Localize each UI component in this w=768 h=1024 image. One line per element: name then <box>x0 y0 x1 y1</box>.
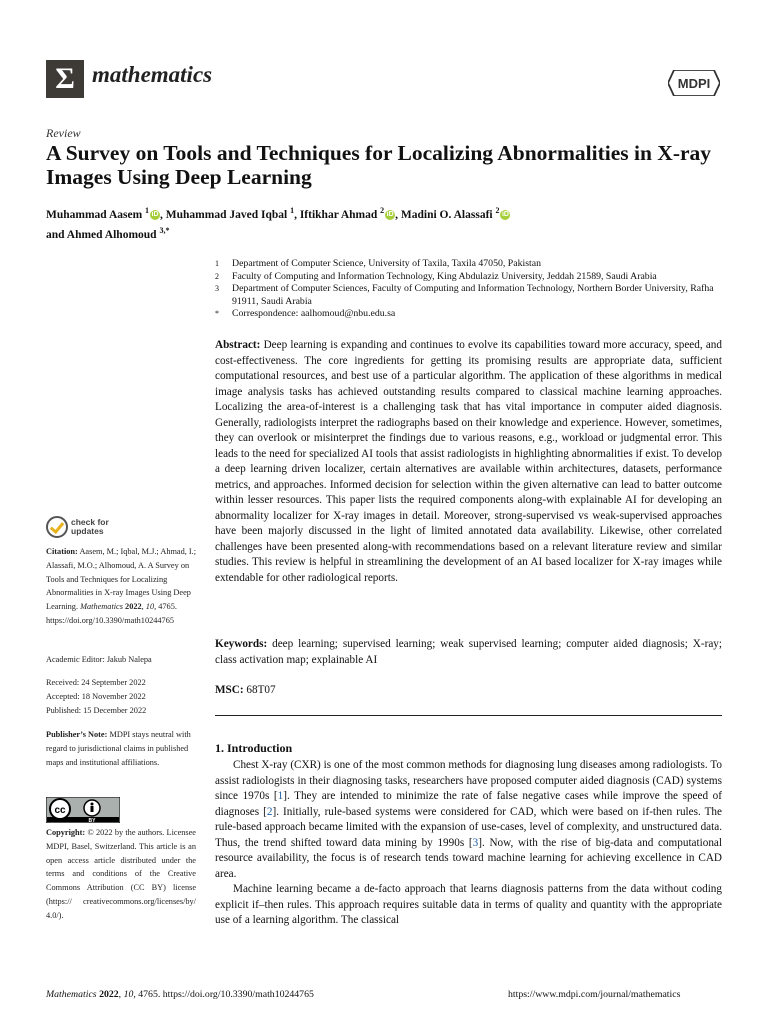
author-name: Muhammad Aasem <box>46 208 146 221</box>
intro-paragraph-1 <box>215 758 722 882</box>
reference-link[interactable]: 3 <box>472 836 479 849</box>
affiliation-item <box>215 283 725 308</box>
cc-by-license-icon[interactable] <box>46 797 120 823</box>
publisher-note <box>46 728 206 769</box>
check-updates-label: check for updates <box>71 517 109 536</box>
author-affiliation-mark: 2 <box>380 206 385 215</box>
affiliation-text: Faculty of Computing and Information Technology, King Abdulaziz University, Jeddah 21589, Saudi Arabia <box>232 270 657 282</box>
affiliation-text: Department of Computer Sciences, Faculty of Computing and Information Technology, Northern Border University, Rafha 91911, Saudi Arabia <box>232 283 714 307</box>
affiliation-text: Correspondence: aalhomoud@nbu.edu.sa <box>232 308 396 319</box>
msc-label: MSC: <box>215 684 244 696</box>
msc <box>215 683 722 699</box>
copyright-label: Copyright: <box>46 828 86 837</box>
accepted-date: Accepted: 18 November 2022 <box>46 691 146 701</box>
reference-link[interactable]: 1 <box>277 790 284 802</box>
svg-text:cc: cc <box>54 805 66 816</box>
svg-text:MDPI: MDPI <box>677 76 711 91</box>
citation-doi[interactable]: , 4765. https://doi.org/10.3390/math10244765 <box>46 602 177 625</box>
footer-volume: 10 <box>123 989 134 1000</box>
author-name: Madini O. Alassafi <box>400 208 496 221</box>
footer-citation: Mathematics 2022, 10, 4765. https://doi.org/10.3390/math10244765 <box>46 989 314 1000</box>
affiliations <box>215 258 725 321</box>
affiliation-mark: 2 <box>215 271 219 281</box>
affiliation-item <box>215 271 725 284</box>
footer-doi[interactable]: , 4765. https://doi.org/10.3390/math10244765 <box>133 989 314 1000</box>
author-affiliation-mark: 3,* <box>159 225 170 235</box>
section-divider <box>215 715 722 716</box>
copyright-notice <box>46 826 196 923</box>
journal-logo-icon: Σ <box>46 60 84 98</box>
mdpi-logo-icon[interactable] <box>668 70 720 96</box>
reference-link[interactable]: 2 <box>266 805 273 818</box>
introduction-body <box>215 758 722 929</box>
affiliation-item <box>215 258 725 271</box>
abstract-label: Abstract: <box>215 339 261 351</box>
citation-journal: Mathematics <box>80 602 123 612</box>
intro-paragraph-2: Machine learning became a de-facto approach that learns diagnosis patterns from the data without coding explicit if–then rules. This approach requires suitable data in terms of quality and quantity with the appropriate use of a learning algorithm. The classical <box>215 883 722 926</box>
citation: Citation: Aasem, M.; Iqbal, M.J.; Ahmad, I.; Alassafi, M.O.; Alhomoud, A. A Survey on Tools and Techniques for Localizing Abnormalities in X-ray Images Using Deep Learning. Mathematics 2022, 10, 4765. https://doi.org/10.3390/math10244765 <box>46 547 197 625</box>
author-name: Muhammad Javed Iqbal <box>165 208 291 221</box>
affiliation-item <box>215 308 725 321</box>
publication-dates <box>46 676 206 717</box>
affiliation-text: Department of Computer Science, University of Taxila, Taxila 47050, Pakistan <box>232 258 541 269</box>
author-name: and Ahmed Alhomoud <box>46 228 160 241</box>
publisher-note-text: MDPI stays neutral with regard to jurisdictional claims in published maps and institutional affiliations. <box>46 730 191 767</box>
footer-journal: Mathematics <box>46 989 97 1000</box>
orcid-icon[interactable]: iD <box>501 211 509 219</box>
citation-label: Citation: <box>46 547 78 556</box>
check-for-updates-button[interactable] <box>46 516 156 542</box>
received-date: Received: 24 September 2022 <box>46 678 146 687</box>
academic-editor: Academic Editor: Jakub Nalepa <box>46 655 152 664</box>
abstract <box>215 338 722 586</box>
keywords-label: Keywords: <box>215 638 268 650</box>
published-date: Published: 15 December 2022 <box>46 705 147 715</box>
journal-name[interactable]: mathematics <box>92 62 213 87</box>
intro-text: ]. They are intended to minimize the rate of false negative cases while improve the speed of diagnoses [ <box>215 790 722 818</box>
article-title: A Survey on Tools and Techniques for Localizing Abnormalities in X-ray Images Using Deep Learning <box>46 141 712 189</box>
publisher-note-label: Publisher’s Note: <box>46 730 108 739</box>
article-type: Review <box>46 126 81 140</box>
citation-volume: 10 <box>145 602 155 612</box>
citation-text: Aasem, M.; Iqbal, M.J.; Ahmad, I.; Alassafi, M.O.; Alhomoud, A. A Survey on Tools and Techniques for Localizing Abnormalities in X-ray Images Using Deep Learning. <box>46 547 197 612</box>
author-affiliation-mark: 1 <box>145 206 150 215</box>
author-affiliation-mark: 2 <box>495 206 500 215</box>
affiliation-mark: * <box>215 309 219 318</box>
keywords-text: deep learning; supervised learning; weak supervised learning; computer aided diagnosis; X-ray; class activation map; explainable AI <box>215 638 722 666</box>
intro-text: ]. Initially, rule-based systems were considered for CAD, which were based on if-then rules. The rule-based approach became limited with the expansion of use-cases, level of complexity, and unstructured data. Thus, the trend shifted toward data mining by 1990s [ <box>215 805 722 849</box>
affiliation-mark: 3 <box>215 284 219 293</box>
citation-year: 2022 <box>125 602 142 612</box>
author-name: Iftikhar Ahmad <box>299 208 381 221</box>
footer-url[interactable]: https://www.mdpi.com/journal/mathematics <box>508 989 681 1000</box>
affiliation-mark: 1 <box>215 259 219 268</box>
svg-text:BY: BY <box>88 818 96 823</box>
section-heading: 1. Introduction <box>215 741 293 755</box>
msc-text: 68T07 <box>246 684 276 696</box>
intro-text: ]. Now, with the rise of big-data and computational resource availability, the focus is of research tends toward machine learning for achieving excellence in CAD area. <box>215 836 722 880</box>
author-list: Muhammad Aasem $^1$ iD , Muhammad Javed Iqbal $^1$, Iftikhar Ahmad $^2$ iD , Madini O. Alassafi $^2$ iD and Ahmed Alhomoud $^{3,*}$ <box>46 206 509 241</box>
checkmark-icon <box>46 516 68 538</box>
abstract-text: Deep learning is expanding and continues to evolve its capabilities toward more accuracy, speed, and cost-effectiveness. The core ingredients for getting its promising results are appropriate data, sufficient computational resources, and best use of a particular algorithm. The application of these algorithms in medical image analysis tasks has achieved outstanding results compared to classical machine learning approaches. Localizing the area-of-interest is a challenging task that has vital importance in computer aided diagnosis. Generally, radiologists interpret the radiographs based on their knowledge and experience. However, sometimes, they can overlook or misinterpret the findings due to various reasons, e.g., workload or judgmental error. This leads to the need for specialized AI tools that assist radiologists in highlighting abnormalities if exist. To develop a deep learning driven localizer, certain alternatives are available within architectures, datasets, performance metrics, and approaches. Informed decision for selection within the given alternative can lead to batter outcome within lesser resources. This paper lists the required components along-with explainable AI for developing an abnormality localizer for X-ray images in detail. Moreover, strong-supervised vs weak-supervised approaches have been majorly discussed in the light of limited annotated data availability. Likewise, other correlated challenges have been presented along-with recommendations based on a relevant literature review and similar studies. This review is helpful in streamlining the development of an AI based localizer for X-ray images while extendable for other radiological reports. <box>215 339 722 584</box>
copyright-text: © 2022 by the authors. Licensee MDPI, Basel, Switzerland. This article is an open access article distributed under the terms and conditions of the Creative Commons Attribution (CC BY) license (https:// creativecommons.org/licenses/by/ 4.0/). <box>46 828 196 920</box>
author-affiliation-mark: 1 <box>290 206 295 215</box>
orcid-icon[interactable]: iD <box>151 211 159 219</box>
orcid-icon[interactable]: iD <box>386 211 394 219</box>
footer-year: 2022 <box>99 989 119 1000</box>
intro-text: Chest X-ray (CXR) is one of the most common methods for diagnosing lung diseases among radiologists. To assist radiologists in their diagnosing tasks, researchers have proposed computer aided diagnosis (CAD) systems since 1970s [ <box>215 759 722 802</box>
keywords <box>215 637 722 668</box>
